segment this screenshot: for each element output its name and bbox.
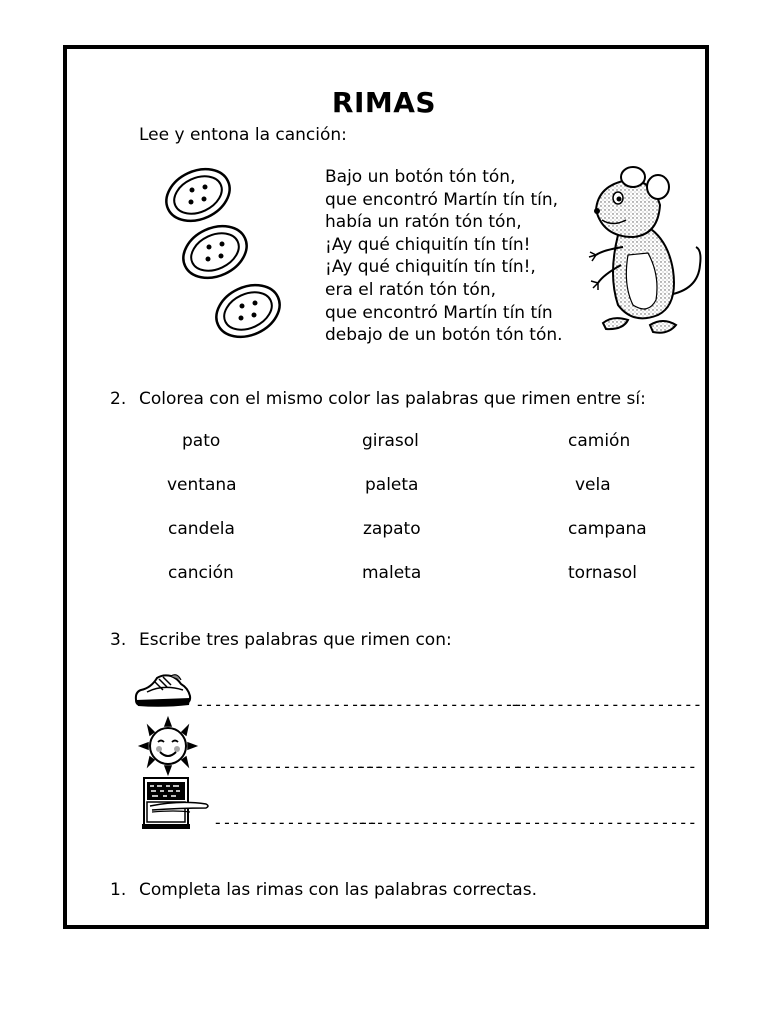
rhyme-word: camión — [568, 431, 631, 451]
poem — [325, 166, 563, 347]
poem-line: era el ratón tón tón, — [325, 279, 496, 300]
answer-blank[interactable]: ------------------ — [357, 813, 522, 832]
poem-line: ¡Ay qué chiquitín tín tín! — [325, 234, 531, 255]
poem-line: que encontró Martín tín tín — [325, 302, 553, 323]
shoe-icon — [133, 670, 193, 710]
rhyme-word: candela — [168, 519, 235, 539]
poem-line: ¡Ay qué chiquitín tín tín!, — [325, 257, 536, 278]
rhyme-word: zapato — [363, 519, 421, 539]
answer-blank[interactable]: --------------------- — [195, 695, 387, 714]
window-icon — [140, 776, 212, 830]
section4-number: 1. — [110, 880, 127, 900]
answer-blank[interactable]: -------------------- — [200, 757, 383, 776]
rhyme-word: campana — [568, 519, 647, 539]
mouse-icon — [588, 165, 708, 340]
sun-icon — [138, 718, 198, 774]
section3-number: 3. — [110, 630, 127, 650]
rhyme-word: ventana — [167, 475, 237, 495]
rhyme-word: maleta — [362, 563, 422, 583]
rhyme-word: canción — [168, 563, 234, 583]
poem-line: que encontró Martín tín tín, — [325, 189, 559, 210]
answer-blank[interactable]: --------------------- — [510, 695, 702, 714]
answer-blank[interactable]: ------------------ — [213, 813, 378, 832]
poem-line: había un ratón tón tón, — [325, 212, 522, 233]
answer-blank[interactable]: ------------------ — [357, 757, 522, 776]
answer-blank[interactable]: -------------------- — [514, 757, 697, 776]
rhyme-word: girasol — [362, 431, 419, 451]
button-icon — [158, 159, 238, 230]
button-icon — [175, 216, 255, 287]
rhyme-word: vela — [575, 475, 611, 495]
page-title: RIMAS — [331, 86, 437, 119]
rhyme-word: tornasol — [568, 563, 637, 583]
poem-line: debajo de un botón tón tón. — [325, 325, 563, 346]
poem-line: Bajo un botón tón tón, — [325, 167, 516, 187]
section4-instruction: Completa las rimas con las palabras correctas. — [139, 880, 537, 900]
rhyme-word: pato — [182, 431, 221, 451]
section2-instruction: Colorea con el mismo color las palabras que rimen entre sí: — [139, 389, 646, 409]
answer-blank[interactable]: -------------------- — [514, 813, 697, 832]
answer-blank[interactable]: ------------------ — [358, 695, 523, 714]
section3-instruction: Escribe tres palabras que rimen con: — [139, 630, 452, 650]
section1-instruction: Lee y entona la canción: — [139, 125, 347, 145]
section2-number: 2. — [110, 389, 127, 409]
buttons-illustration — [160, 165, 260, 345]
rhyme-word: paleta — [365, 475, 419, 495]
